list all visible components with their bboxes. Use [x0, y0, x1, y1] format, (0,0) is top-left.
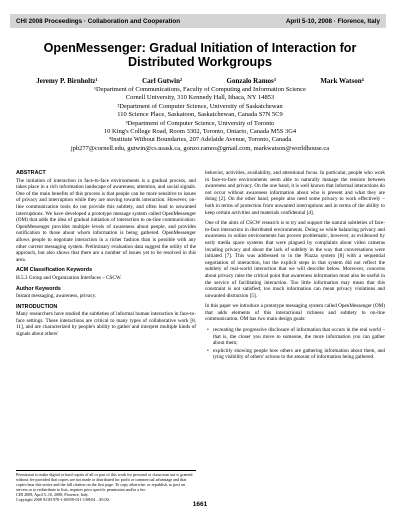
keywords-heading: Author Keywords: [16, 285, 61, 292]
author: Gonzalo Ramos³: [226, 77, 276, 85]
author: Mark Watson⁴: [320, 77, 364, 85]
permission-notice: Permission to make digital or hard copies of all or part of this work for personal or classroom use is granted without fee provided that copies are not made or distributed for profit or commercial advantage and that copies bear this notice and the full citation on the first page. To copy otherwise, or republish, to post on servers or to redistribute to lists, requires prior specific permission and/or a fee.: [16, 472, 193, 492]
acm-heading: ACM Classification Keywords: [16, 267, 93, 274]
author: Jeremy P. Birnholtz¹: [36, 77, 98, 85]
copyright-line: Copyright 2008 ACM 978-1-60558-011-1/08/04…$5.00.: [16, 496, 110, 502]
affiliation-line: 10 King's College Road, Room 3302, Toronto, Ontario, Canada M5S 3G4: [103, 128, 297, 136]
design-goals-list: [205, 327, 385, 361]
right-column: [205, 170, 385, 362]
left-column: [16, 170, 196, 342]
affiliation-line: ²Department of Computer Science, University of Saskatchewan: [117, 102, 283, 110]
affiliation-line: ¹Department of Communications, Faculty of Computing and Information Science: [94, 86, 306, 93]
list-item: • recreating the progressive disclosure of information that occurs in the real world – that is, the closer you move to someone, the more information you can gather about them;: [213, 327, 385, 347]
author-emails: jpb277@cornell.edu, gutwin@cs.usask.ca, gonzo.ramos@gmail.com, markwatson@worldhouse.ca: [70, 144, 330, 152]
body-paragraph: One of the aims of CSCW research is to try and support the natural subtleties of face-to-face interaction in distributed environments. Doing so while balancing privacy and awareness in online environments has proven problematic, however, as evidenced by early media space systems that were plagued by complaints about video cameras invading privacy and about the lack of subtlety in the way that conversations were initiated [7]. This was addressed to in the Piazza system [8] with a sequential negotiation of interaction, but the explicit steps in that system did not reflect the subtlety of real-world interaction that we will describe below. Moreover, concerns about privacy raise the critical point that awareness information must also be useful in the service of facilitating interaction. Too little information may mean that this constraint is not satisfied; too much information can mean privacy violations and unwanted distraction [5].: [205, 220, 385, 299]
affiliations: [14, 86, 386, 153]
affiliation-line: Cornell University, 310 Kennedy Hall, Ithaca, NY 14853: [125, 94, 275, 102]
page-number: 1661: [192, 501, 208, 508]
header-right: April 5-10, 2008 · Florence, Italy: [285, 17, 380, 25]
body-paragraph: In this paper we introduce a prototype messaging system called OpenMessenger (OM) that adds elements of this interactional richness and subtlety to on-line communication. OM has two main design goals:: [205, 303, 385, 323]
copyright-footnote: [16, 470, 196, 502]
affiliation-line: ³Department of Computer Science, University of Toronto: [125, 119, 275, 127]
abstract-heading: ABSTRACT: [16, 170, 46, 176]
list-item: • explicitly showing people how others are gathering information about them, and tying visibility of others' actions to the amount of information being gathered.: [213, 348, 385, 361]
conference-line: CHI 2008, April 5–10, 2008, Florence, Italy.: [16, 491, 89, 497]
keywords-text: Instant messaging, awareness, privacy.: [16, 293, 97, 300]
abstract-text: The initiation of interaction in face-to-face environments is a gradual process, and takes place in a rich information landscape of awareness, attention, and social signals. One of the main benefits of this process is that people can be more sensitive to issues of privacy and interruption while they are moving towards interaction. However, on-line communication tools do not provide this subtlety, and often lead to unwanted interruptions. We have developed a prototype message system called OpenMessenger (OM) that adds the idea of gradual initiation of interaction to on-line communication. OpenMessenger provides multiple levels of awareness about people, and provides notification to those about whom information is being gathered. OpenMessenger allows people to negotiate interaction in a richer fashion than is possible with any other current messaging system. Preliminary evaluation data suggest the utility of the approach, but also shows that there are a number of issues yet to be resolved in this area.: [16, 177, 196, 263]
body-paragraph: behavior, activities, availability, and attentional focus. In particular, people who work in face-to-face environments seem able to naturally manage the tension between awareness and privacy. On the one hand, it is well known that informal interactions do not occur without awareness information about who is present and what they are doing [2]. On the other hand, people also need some privacy to work effectively – both in terms of protection from unwanted interruptions and in terms of the ability to keep certain activities and materials confidential [4].: [205, 170, 385, 216]
affiliation-line: 110 Science Place, Saskatoon, Saskatchewan, Canada S7N 5C9: [117, 111, 283, 119]
affiliation-line: ⁴Institute Without Boundaries, 207 Adelaide Avenue, Toronto, Canada: [108, 136, 292, 144]
paper-title: OpenMessenger: Gradual Initiation of Interaction for Distributed Workgroups: [43, 41, 357, 69]
author: Carl Gutwin²: [142, 77, 183, 85]
header-left: CHI 2008 Proceedings · Collaboration and Cooperation: [16, 17, 181, 25]
acm-text: H.5.3 Group and Organization Interfaces – CSCW.: [16, 274, 122, 281]
author-list: [14, 77, 386, 85]
introduction-heading: INTRODUCTION: [16, 303, 58, 310]
running-header: [10, 14, 386, 28]
introduction-text: Many researchers have studied the subtleties of informal human interaction in face-to-face settings. These interactions are critical to many types of collaborative work [8, 11], and are characterized by people's ability to gather and interpret multiple kinds of signals about others': [16, 311, 196, 338]
